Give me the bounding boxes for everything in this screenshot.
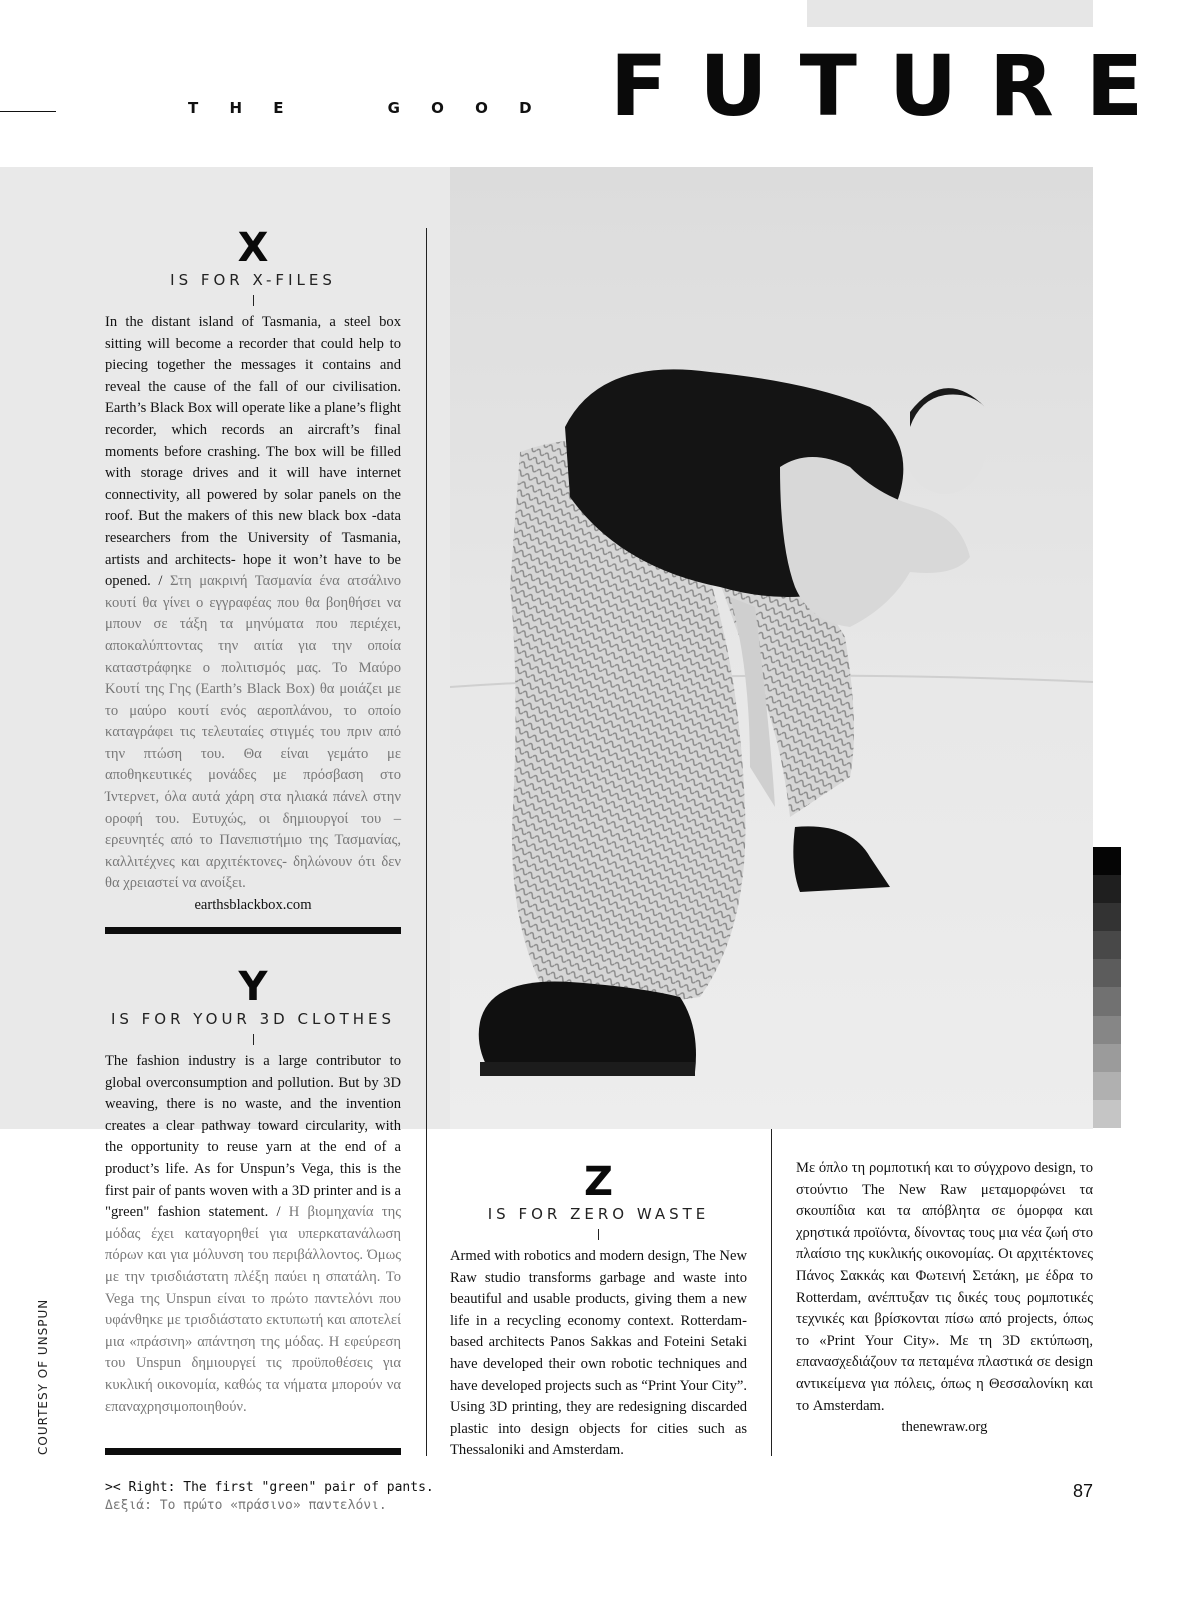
website-link[interactable]: thenewraw.org (901, 1419, 988, 1436)
section-z-greek (796, 1158, 1093, 1439)
section-body (105, 1051, 401, 1418)
color-swatch (1093, 987, 1121, 1015)
subtitle-tick (598, 1229, 599, 1240)
section-rule (105, 927, 401, 934)
section-label: T H E G O O D (188, 99, 545, 117)
color-swatch (1093, 1072, 1121, 1100)
body-greek: Στη μακρινή Τασμανία ένα ατσάλινο κουτί θα γίνει ο εγγραφέας που θα βοηθήσει να μπουν σε τάξη τα μηνύματα που περιέχει, αποκαλύπτοντας την αιτία για την οποία καταστράφηκε ο πολιτισμός μας. Το Μαύρο Κουτί της Γης (Earth’s Black Box) θα μοιάζει με το μαύρο κουτί ενός αεροπλάνου, το οποίο καταγράφει τις τελευταίες στιγμές του πριν από την πτώση του. Θα είναι γεμάτο με αποθηκευτικές μονάδες με πρόσβαση στο Ίντερνετ, όλα αυτά χάρη στα ηλιακά πάνελ στην οροφή του. Ευτυχώς, οι δημιουργοί του –ερευνητές από το Πανεπιστήμιο της Τασμανίας, καλλιτέχνες και αρχιτέκτονες- δηλώνουν ότι δεν θα χρειαστεί να ανοίξει. (105, 573, 401, 892)
caption-greek: Δεξιά: Το πρώτο «πράσινο» παντελόνι. (105, 1498, 387, 1513)
section-subtitle: IS FOR ZERO WASTE (487, 1205, 710, 1223)
color-swatch (1093, 1044, 1121, 1072)
section-subtitle: IS FOR X-FILES (170, 271, 336, 289)
section-y (105, 965, 401, 1418)
body-greek: Η βιομηχανία της μόδας έχει καταγορηθεί για υπερκατανάλωση πόρων και για μόλυνση του περιβάλλοντος. Όμως με την τρισδιάστατη πλέξη παύει η σπατάλη. Το Vega της Unspun είναι το πρώτο παντελόνι που υφάνθηκε με τρισδιάστατο εκτυπωτή και αποτελεί μια «πράσινη» απάντηση της μόδας. Η εφεύρεση του Unspun δημιουργεί τις προϋποθέσεις για κυκλική οικονομία, καθώς τα νήματα μπορούν να επαναχρησιμοποιηθούν. (105, 1204, 401, 1415)
section-body (105, 312, 401, 895)
body-english: The fashion industry is a large contributor to global overconsumption and pollution. But by 3D weaving, there is no waste, and the invention creates a clear pathway toward circularity, with the opportunity to reuse yarn at the end of a product’s life. As for Unspun’s Vega, this is the first pair of pants woven with a 3D printer and is a "green" fashion statement. / (105, 1053, 401, 1221)
body-english: In the distant island of Tasmania, a steel box sitting will become a recorder that could help to piecing together the messages it contains and reveal the cause of the fall of our civilisation. Earth’s Black Box will operate like a plane’s flight recorder, which records an aircraft’s final moments before crashing. The box will be filled with storage drives and it will have internet connectivity, all powered by solar panels on the roof. But the makers of this new black box -data researchers from the University of Tasmania, artists and architects- hope it won’t have to be opened. / (105, 314, 401, 590)
subtitle-tick (253, 295, 254, 306)
photo-credit: COURTESY OF UNSPUN (36, 1298, 50, 1455)
subtitle-tick (253, 1034, 254, 1045)
body-greek: Με όπλο τη ρομποτική και το σύγχρονο design, το στούντιο The New Raw μεταμορφώνει τα σκουπίδια και τα απόβλητα σε όμορφα και χρηστικά προϊόντα, δίνοντας τους μια νέα ζωή στο πλαίσιο της κυκλικής οικονομίας. Οι αρχιτέκτονες Πάνος Σακκάς και Φωτεινή Σετάκη, με έδρα το Rotterdam, ανέπτυξαν τις δικές τους ρομποτικές τεχνικές και βρίσκονται πίσω από projects, όπως το «Print Your City». Με τη 3D εκτύπωση, επανασχεδιάζουν τα πεταμένα πλαστικά σε design αντικείμενα για πόλεις, όπως η Θεσσαλονίκη και το Amsterdam. (796, 1160, 1093, 1414)
color-swatch (1093, 1016, 1121, 1044)
section-letter: Y (238, 964, 268, 1010)
color-swatch (1093, 1100, 1121, 1128)
column-divider (426, 228, 427, 1456)
column-divider (771, 1129, 772, 1456)
magazine-title: FUTURE (610, 37, 1176, 135)
color-swatch (1093, 875, 1121, 903)
fashion-photo (450, 167, 1093, 1129)
section-subtitle: IS FOR YOUR 3D CLOTHES (110, 1010, 396, 1028)
section-letter: Z (583, 1159, 613, 1205)
website-link[interactable]: earthsblackbox.com (194, 897, 312, 914)
color-swatch (1093, 959, 1121, 987)
section-x (105, 226, 401, 917)
color-swatch (1093, 931, 1121, 959)
color-swatch-strip (1093, 847, 1121, 1128)
color-swatch (1093, 903, 1121, 931)
page-number: 87 (1073, 1481, 1094, 1501)
color-swatch (1093, 847, 1121, 875)
section-z (450, 1160, 747, 1462)
caption-english: >< Right: The first "green" pair of pants. (105, 1480, 434, 1495)
top-grey-strip (807, 0, 1093, 27)
section-rule (105, 1448, 401, 1455)
body-english: Armed with robotics and modern design, The New Raw studio transforms garbage and waste into beautiful and usable products, giving them a new life in a recycling economy context. Rotterdam-based architects Panos Sakkas and Foteini Setaki have developed their own robotic techniques and have developed projects such as “Print Your City”. Using 3D printing, they are redesigning discarded plastic into design objects for cities such as Thessaloniki and Amsterdam. (450, 1248, 747, 1459)
header-rule (0, 111, 56, 112)
section-letter: X (237, 225, 269, 271)
